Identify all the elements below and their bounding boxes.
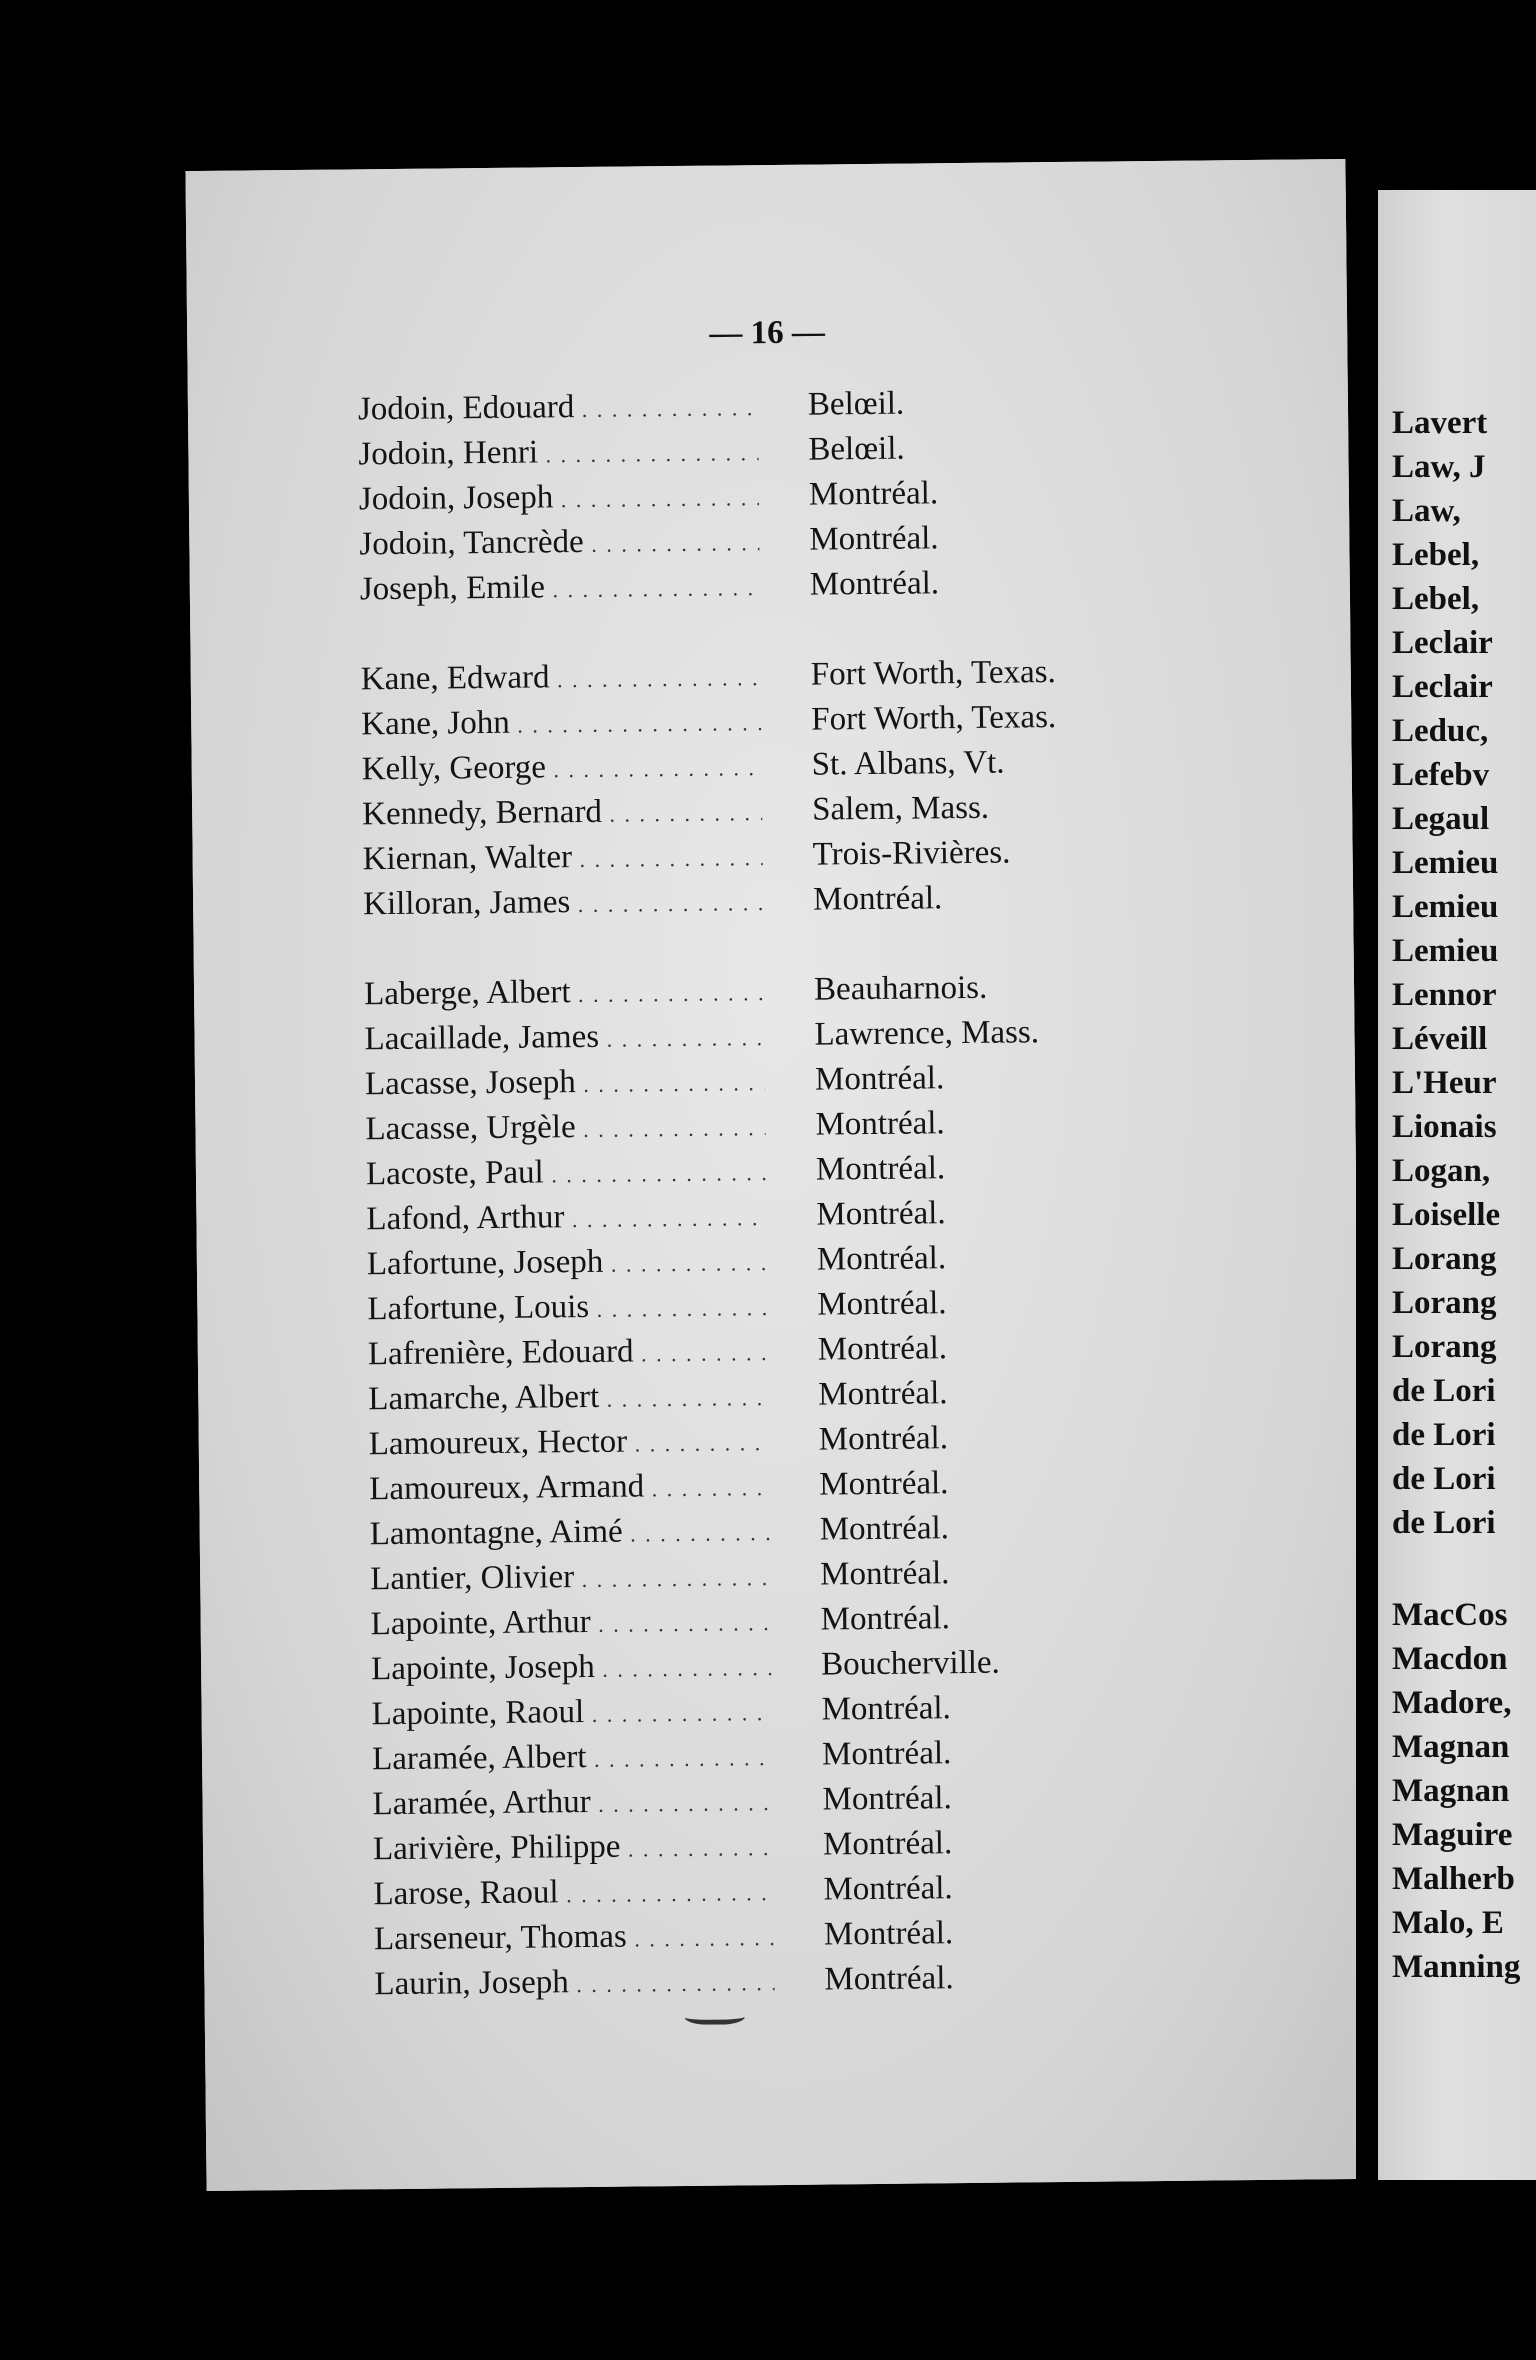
entry-place: Lawrence, Mass. [814,1014,1040,1053]
entry-place: Montréal. [812,880,943,918]
entry-place: Salem, Mass. [811,789,990,828]
entry-place: Montréal. [816,1195,946,1233]
right-entry-fragment: de Lori [1392,1417,1496,1453]
entry-name: Lapointe, Arthur . . . [370,1602,770,1643]
right-entry-fragment: L'Heur [1392,1065,1497,1101]
entry-name: Lamarche, Albert . . . [368,1377,768,1418]
entry-place: Montréal. [818,1420,949,1458]
right-entry-fragment: Lefebv [1392,757,1490,793]
right-entry-fragment: Lemieu [1392,845,1499,881]
entry-place: Trois-Rivières. [812,834,1011,873]
right-entry-fragment: Lorang [1392,1329,1497,1365]
ink-mark [685,2005,745,2025]
right-entry-fragment: Lorang [1392,1285,1497,1321]
right-entry-fragment: Leduc, [1392,713,1489,749]
entry-place: Montréal. [819,1465,949,1503]
right-entry-fragment: Madore, [1392,1685,1512,1721]
entry-place: Montréal. [820,1600,951,1638]
left-page [185,159,1366,2191]
entry-place: Montréal. [815,1150,946,1188]
right-entry-fragment: Magnan [1392,1773,1510,1809]
right-entry-fragment: Loiselle [1392,1197,1501,1233]
entry-name: Larose, Raoul . . . [373,1872,773,1913]
entry-name: Kane, Edward . . . [361,657,761,698]
entry-place: Montréal. [823,1870,953,1908]
right-entry-fragment: Leclair [1392,669,1493,705]
right-entry-fragment: Lennor [1392,977,1497,1013]
right-entry-fragment: Manning [1392,1949,1521,1985]
entry-place: Montréal. [819,1555,950,1593]
entry-name: Jodoin, Edouard . . . [358,387,758,428]
entry-place: Montréal. [822,1780,952,1818]
right-entry-fragment: Lemieu [1392,933,1499,969]
entry-name: Lacasse, Urgèle . . . [365,1107,765,1148]
right-page-names [1378,190,1536,2180]
entry-name: Lafortune, Joseph . . . [367,1242,767,1283]
right-entry-fragment: Lemieu [1392,889,1499,925]
entry-name: Kiernan, Walter . . . [362,837,762,878]
entry-name: Lantier, Olivier . . . [370,1557,770,1598]
entry-name: Larivière, Philippe . . . [373,1827,773,1868]
right-entry-fragment: de Lori [1392,1373,1496,1409]
entry-name: Lacaillade, James . . . [364,1017,764,1058]
entry-name: Lacasse, Joseph . . . [365,1062,765,1103]
entry-place: Montréal. [819,1510,950,1548]
entry-place: Montréal. [824,1960,954,1998]
right-entry-fragment: Malherb [1392,1861,1515,1897]
entry-name: Joseph, Emile . . . [360,567,760,608]
right-entry-fragment: Lorang [1392,1241,1497,1277]
entry-place: Boucherville. [820,1644,1001,1683]
right-entry-fragment: de Lori [1392,1505,1496,1541]
entry-place: Beauharnois. [813,969,988,1008]
right-entry-fragment: Magnan [1392,1729,1510,1765]
entry-place: Belœil. [808,430,905,468]
entry-place: Montréal. [816,1240,947,1278]
right-entry-fragment: Malo, E [1392,1905,1504,1941]
entry-place: Montréal. [818,1375,948,1413]
entry-place: Montréal. [809,520,939,558]
entry-place: Montréal. [815,1105,945,1143]
entry-place: Montréal. [823,1915,954,1953]
entry-place: St. Albans, Vt. [811,744,1005,783]
right-entry-fragment: de Lori [1392,1461,1496,1497]
entry-name: Lapointe, Joseph . . . [371,1647,771,1688]
entry-name: Laramée, Arthur . . . [372,1782,772,1823]
right-entry-fragment: Lebel, [1392,537,1480,573]
right-entry-fragment: MacCos [1392,1597,1508,1633]
right-entry-fragment: Law, [1392,493,1461,529]
entry-place: Montréal. [822,1825,953,1863]
entry-name: Jodoin, Tancrède . . . [359,522,759,563]
entry-place: Montréal. [809,565,940,603]
entry-place: Montréal. [817,1330,948,1368]
entry-name: Killoran, James . . . [363,882,763,923]
entry-place: Montréal. [808,475,939,513]
directory-list [185,159,1366,2191]
entry-name: Kane, John . . . [361,702,761,743]
entry-name: Laberge, Albert . . . [364,972,764,1013]
entry-place: Montréal. [817,1285,947,1323]
entry-place: Fort Worth, Texas. [811,699,1057,738]
right-page-fragment [1378,190,1536,2180]
entry-place: Belœil. [807,385,905,423]
entry-name: Larseneur, Thomas . . . [374,1917,774,1958]
right-entry-fragment: Lavert [1392,405,1488,441]
right-entry-fragment: Legaul [1392,801,1490,837]
entry-name: Lacoste, Paul . . . [366,1152,766,1193]
entry-place: Montréal. [821,1735,952,1773]
entry-place: Montréal. [814,1060,945,1098]
right-entry-fragment: Leclair [1392,625,1493,661]
right-entry-fragment: Law, J [1392,449,1486,485]
entry-place: Fort Worth, Texas. [810,654,1056,693]
entry-name: Jodoin, Joseph . . . [359,477,759,518]
page-gutter [1356,160,1378,2200]
entry-name: Lapointe, Raoul . . . [371,1692,771,1733]
entry-name: Lafrenière, Edouard . . . [368,1332,768,1373]
entry-name: Laramée, Albert . . . [372,1737,772,1778]
entry-name: Lafortune, Louis . . . [367,1287,767,1328]
entry-name: Lamontagne, Aimé . . . [370,1512,770,1553]
entry-name: Lamoureux, Hector . . . [369,1422,769,1463]
page-number: — 16 — [709,314,826,352]
right-entry-fragment: Léveill [1392,1021,1488,1057]
right-entry-fragment: Macdon [1392,1641,1508,1677]
entry-name: Kelly, George . . . [362,747,762,788]
entry-name: Kennedy, Bernard . . . [362,792,762,833]
entry-name: Jodoin, Henri . . . [358,432,758,473]
right-entry-fragment: Logan, [1392,1153,1491,1189]
entry-name: Lamoureux, Armand . . . [369,1467,769,1508]
entry-name: Lafond, Arthur . . . [366,1197,766,1238]
right-entry-fragment: Lebel, [1392,581,1480,617]
right-entry-fragment: Maguire [1392,1817,1513,1853]
entry-place: Montréal. [821,1690,952,1728]
right-entry-fragment: Lionais [1392,1109,1497,1145]
entry-name: Laurin, Joseph . . . [374,1962,774,2003]
